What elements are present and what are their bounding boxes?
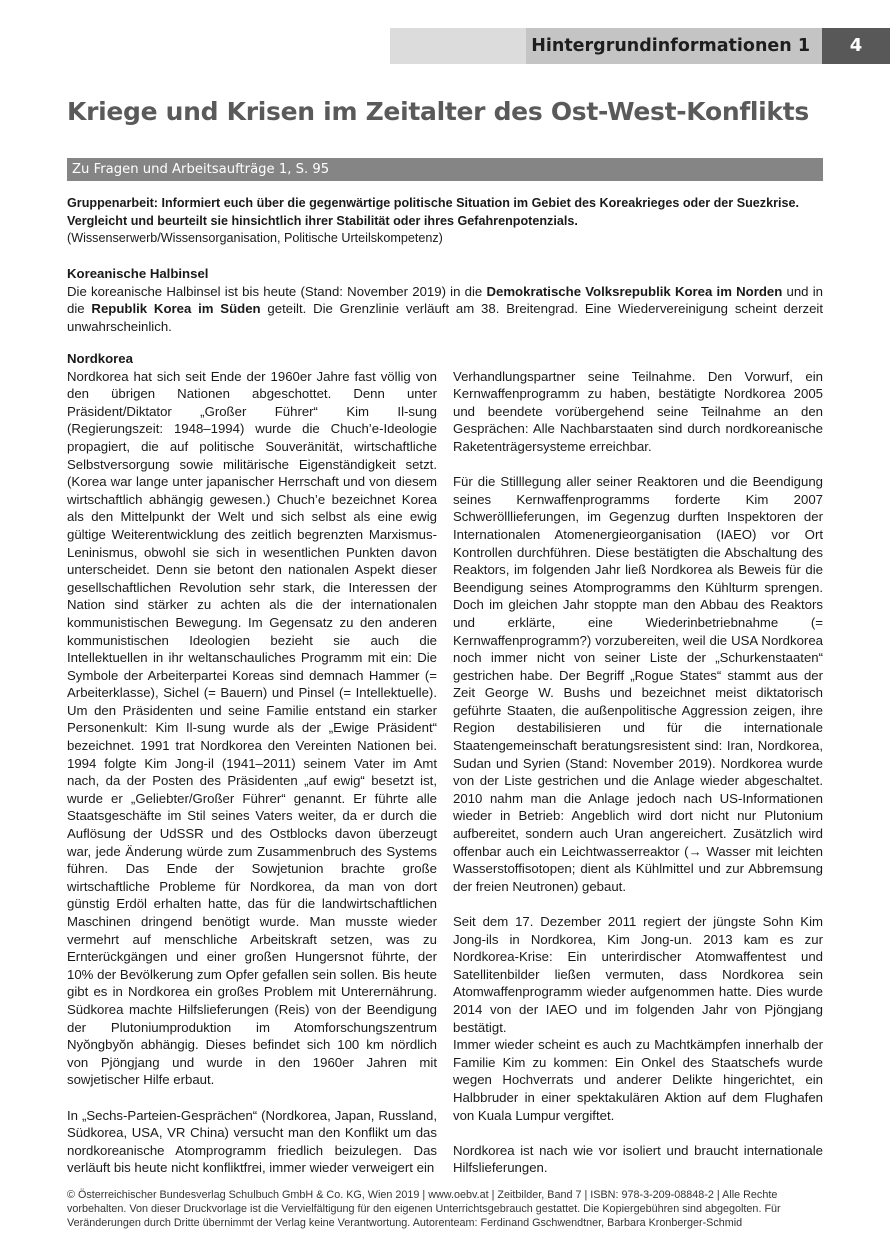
nordkorea-right-p1: Verhandlungspartner seine Teilnahme. Den Vorwurf, ein Kernwaffenprogramm zu haben, bestätigte Nordkorea 2005 und beendete vorübergehend seine Teilnahme an den Gesprächen: Alle Nachbarstaaten sind durch nordkoreanische Raketenträgersysteme erreichbar. bbox=[453, 368, 823, 454]
heading-nordkorea: Nordkorea bbox=[67, 351, 133, 366]
header-accent-light bbox=[390, 28, 526, 64]
section-korea bbox=[67, 265, 823, 335]
section-bar: Zu Fragen und Arbeitsaufträge 1, S. 95 bbox=[67, 158, 823, 181]
column-left bbox=[67, 368, 437, 1177]
nordkorea-left-p2: In „Sechs-Parteien-Gesprächen“ (Nordkorea, Japan, Russland, Südkorea, USA, VR China) versucht man den Konflikt um das nordkoreanische Atomprogramm friedlich beizulegen. Das verläuft bis heute nicht konfliktfrei, immer wieder verweigert ein bbox=[67, 1107, 437, 1176]
header-section-label: Hintergrundinformationen 1 bbox=[526, 28, 822, 64]
korea-bold-south: Republik Korea im Süden bbox=[91, 301, 261, 317]
page-title: Kriege und Krisen im Zeitalter des Ost-West-Konflikts bbox=[67, 97, 809, 126]
korea-paragraph bbox=[67, 283, 823, 336]
nordkorea-right-p3a: Seit dem 17. Dezember 2011 regiert der jüngste Sohn Kim Jong-ils in Nordkorea, Kim Jong-un. 2013 kam es zur Nordkorea-Krise: Ein unterirdischer Atomwaffentest und Satellitenbilder ließen vermuten, dass Nordkorea sein Atomwaffenprogramm wieder aufgenommen hatte. Dies wurde 2014 von der IAEO und im folgenden Jahr von Pjöngjang bestätigt. bbox=[453, 914, 823, 1035]
korea-text-2: und in die bbox=[67, 283, 823, 317]
korea-text-1: Die koreanische Halbinsel ist bis heute (Stand: November 2019) in die bbox=[67, 283, 487, 299]
footer-copyright: © Österreichischer Bundesverlag Schulbuch GmbH & Co. KG, Wien 2019 | www.oebv.at | Zeitbilder, Band 7 | ISBN: 978-3-209-08848-2 | Alle Rechte vorbehalten. Von dieser Druckvorlage ist die Vervielfältigung für den eigenen Unterrichtsgebrauch gestattet. Die Kopiergebühren sind abgegolten. Für Veränderungen durch Dritte übernimmt der Verlag keine Verantwortung. Autorenteam: Ferdinand Gschwendtner, Barbara Kronberger-Schmid bbox=[67, 1189, 781, 1229]
task-line-2: Vergleicht und beurteilt sie hinsichtlich ihrer Stabilität oder ihres Gefahrenpotenzials. bbox=[67, 213, 578, 228]
heading-nordkorea-wrap bbox=[67, 350, 437, 368]
nordkorea-right-p3b: Immer wieder scheint es auch zu Machtkämpfen innerhalb der Familie Kim zu kommen: Ein Onkel des Staatschefs wurde wegen Hochverrats und anderer Delikte hingerichtet, ein Halbbruder in einer spektakulären Aktion auf dem Flughafen von Kuala Lumpur vergiftet. bbox=[453, 1037, 823, 1123]
task-line-1: Gruppenarbeit: Informiert euch über die gegenwärtige politische Situation im Gebiet des Koreakrieges oder der Suezkrise. bbox=[67, 196, 800, 210]
heading-korea: Koreanische Halbinsel bbox=[67, 266, 209, 281]
column-right bbox=[453, 368, 823, 1177]
korea-text-3: geteilt. Die Grenzlinie verläuft am 38. Breitengrad. Eine Wiedervereinigung scheint derzeit unwahrscheinlich. bbox=[67, 301, 823, 334]
task-competencies: (Wissenserwerb/Wissensorganisation, Politische Urteilskompetenz) bbox=[67, 231, 443, 245]
nordkorea-right-p3 bbox=[453, 913, 823, 1124]
nordkorea-right-p2: Für die Stilllegung aller seiner Reaktoren und die Beendigung seines Kernwaffenprogramms forderte Kim 2007 Schwerölllieferungen, im Gegenzug durften Inspektoren der Internationalen Atomenergieorganisation (IAEO) vor Ort Kontrollen durchführen. Diese bestätigten die Abschaltung des Reaktors, im folgenden Jahr ließ Nordkorea als Beweis für die Beendigung seines Atomprogramms den Kühlturm sprengen. Doch im gleichen Jahr stoppte man den Abbau des Reaktors und erklärte, eine Wiederinbetriebnahme (= Kernwaffenprogramm?) vorzubereiten, weil die USA Nordkorea noch immer nicht von seiner Liste der „Schurkenstaaten“ gestrichen habe. Der Begriff „Rogue States“ stammt aus der Zeit George W. Bushs und bezeichnet meist diktatorisch geführte Staaten, die außenpolitische Aggression zeigen, ihre Region destabilisieren und für die internationale Staatengemeinschaft beratungsresistent sind: Iran, Nordkorea, Sudan und Syrien (Stand: November 2019). Nordkorea wurde von der Liste gestrichen und die Anlage wieder abgeschaltet. 2010 nahm man die Anlage jedoch nach US-Informationen wieder in Betrieb: Angeblich wird dort nicht nur Plutonium aufbereitet, sondern auch Uran angereichert. Zusätzlich wird offenbar auch ein Leichtwasserreaktor (→ Wasser mit leichten Wasserstoffisotopen; dient als Kühlmittel und zur Abbremsung der freien Neutronen) gebaut. bbox=[453, 474, 823, 894]
korea-bold-north: Demokratische Volksrepublik Korea im Norden bbox=[486, 283, 783, 299]
nordkorea-right-p4: Nordkorea ist nach wie vor isoliert und braucht internationale Hilfslieferungen. bbox=[453, 1142, 823, 1176]
task-instructions bbox=[67, 195, 823, 248]
page-number: 4 bbox=[822, 28, 890, 64]
nordkorea-left-p1: Nordkorea hat sich seit Ende der 1960er Jahre fast völlig von den übrigen Nationen abgeschottet. Denn unter Präsident/Diktator „Großer Führer“ Kim Il-sung (Regierungszeit: 1948–1994) wurde die Chuch’e-Ideologie propagiert, die auf politische Souveränität, wirtschaftliche Selbstversorgung sowie militärische Eigenständigkeit setzt. (Korea war lange unter japanischer Herrschaft und von diesem wirtschaftlich abhängig gewesen.) Chuch’e bezeichnet Korea als den Mittelpunkt der Welt und sich selbst als eine ewig gültige Weiterentwicklung des zeitlich begrenzten Marxismus-Leninismus, obwohl sie sich in wesentlichen Punkten davon unterscheidet. Denn sie betont den nationalen Aspekt dieser gesellschaftlichen Revolution sehr stark, die Interessen der Nation sind stärker zu achten als die der internationalen kommunistischen Bewegung. Im Gegensatz zu den anderen kommunistischen Ideologien bezieht sie auch die Intellektuellen in ihr weltanschauliches Programm mit ein: Die Symbole der Arbeiterpartei Koreas sind demnach Hammer (= Arbeiterklasse), Sichel (= Bauern) und Pinsel (= Intellektuelle). Um den Präsidenten und seine Familie entstand ein starker Personenkult: Kim Il-sung wurde als der „Ewige Präsident“ bezeichnet. 1991 trat Nordkorea den Vereinten Nationen bei. 1994 folgte Kim Jong-il (1941–2011) seinem Vater im Amt nach, da der Posten des Präsidenten „auf ewig“ besetzt ist, wurde er „Geliebter/Großer Führer“ genannt. Er führte alle Staatsgeschäfte im Stil seines Vaters weiter, da er durch die Auflösung der UdSSR und des Ostblocks davon überzeugt war, jede Änderung würde zum Zusammenbruch des Systems führen. Das Ende der Sowjetunion brachte große wirtschaftliche Probleme für Nordkorea, da man von dort günstig Erdöl erhalten hatte, das für die landwirtschaftlichen Maschinen dringend benötigt wurde. Man musste wieder vermehrt auf menschliche Arbeitskraft setzen, was zu Ernterückgängen und einer großen Hungersnot führte, der 10% der Bevölkerung zum Opfer gefallen sein sollen. Bis heute gibt es in Nordkorea ein großes Problem mit Unterernährung. Südkorea machte Hilfslieferungen (Reis) von der Beendigung der Plutoniumproduktion im Atomforschungszentrum Nyŏngbyŏn abhängig. Dieses befindet sich 100 km nördlich von Pjöngjang und wurde in den 1960er Jahren mit sowjetischer Hilfe erbaut. bbox=[67, 368, 437, 1088]
